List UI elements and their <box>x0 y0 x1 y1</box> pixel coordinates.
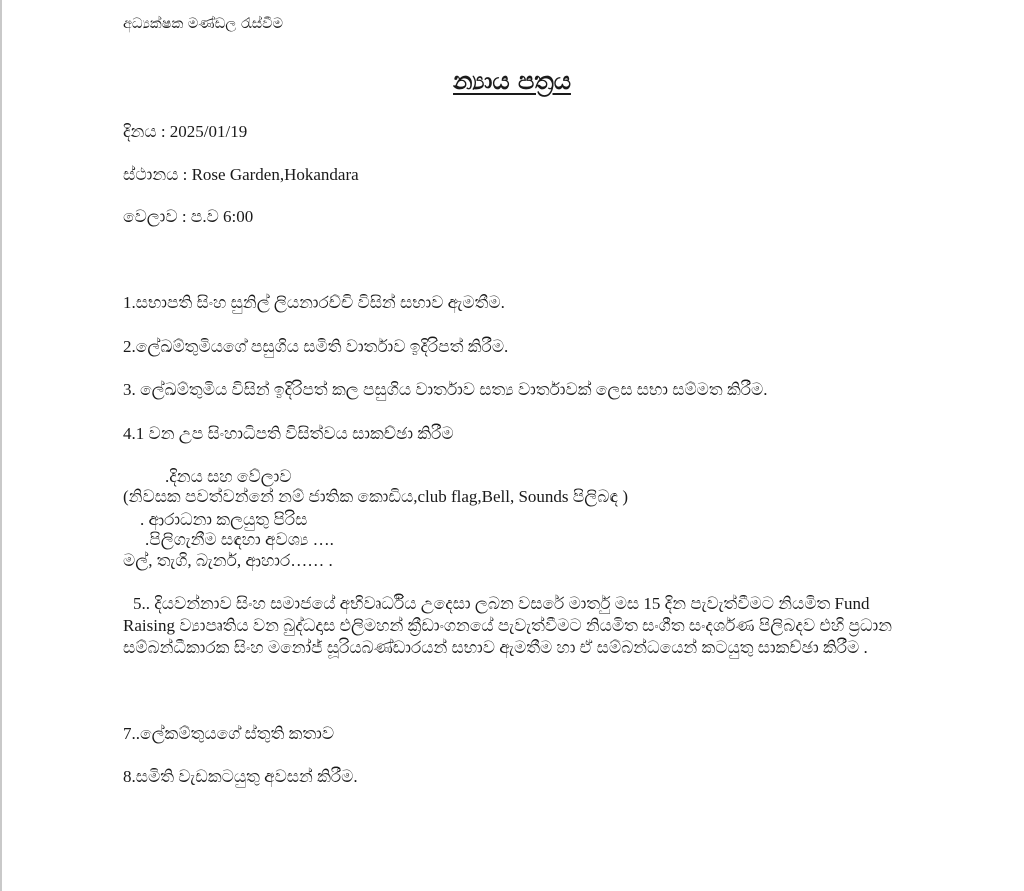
agenda-item-7: 7..ලේකම්තුයගේ ස්තුති කතාව <box>123 724 335 743</box>
agenda-item-1: 1.සභාපති සිංහ සුනිල් ලියනාරච්චි විසින් සභාව ඇමතීම. <box>123 293 505 312</box>
agenda-item-4-note: (නිවසක පවත්වන්නේ නම් ජාතික කොඩිය,club flag,Bell, Sounds පිලිබඳ ) <box>123 487 629 506</box>
agenda-item-4-invitees: . ආරාධනා කලයුතු පිරිස <box>140 510 308 529</box>
agenda-item-5: 5.. දියවන්නාව සිංහ සමාජයේ අභිවෘර්ධිය උදෙසා ලබන වසරේ මාර්තු මස 15 දින පැවැත්වීමට නියමිත Fund Raising ව්‍යාපෘතිය වන බුද්ධදාස එලිමහන් ක්‍රීඩාංගනයේ පැවැත්වීමට නියමිත සංගීත සංදර්ශණ පිලිබදව එහි ප්‍රධාන සම්බන්ධීකාරක සිංහ මනෝජ් සූරියබණ්ඩාරයන් සභාව ඇමතීම හා ඒ සම්බන්ධයෙන් කටයුතු සාකච්ඡා කිරීම . <box>123 594 893 657</box>
meeting-type-label: අධ්‍යක්ෂක මණ්ඩල රැස්වීම <box>123 16 283 32</box>
agenda-item-2: 2.ලේඛම්තුමියගේ පසුගිය සමිති වාර්තාව ඉදිරිපත් කිරීම. <box>123 337 509 356</box>
time-line: වෙලාව : ප.ව 6:00 <box>123 207 254 226</box>
document-title <box>0 66 1024 96</box>
agenda-item-4-items-list: මල්, තැගි, බැනර්, ආහාර…… . <box>123 551 333 570</box>
agenda-item-8: 8.සමිති වැඩකටයුතු අවසන් කිරීම. <box>123 767 358 786</box>
agenda-item-3: 3. ලේඛම්තුමිය විසින් ඉදිරිපත් කල පසුගිය වාර්තාව සත්‍ය වාර්තාවක් ලෙස සභා සම්මත කිරීම. <box>123 380 768 399</box>
date-line: දිනය : 2025/01/19 <box>123 122 248 141</box>
page-edge <box>0 0 2 891</box>
agenda-item-4-date-time: .දිනය සහ වේලාව <box>165 467 292 486</box>
agenda-item-4-requirements: .පිලිගැනීම සඳහා අවශ්‍ය …. <box>145 530 334 549</box>
agenda-item-4: 4.1 වන උප සිංහාධිපති විසිත්වය සාකච්ඡා කිරීම <box>123 424 454 443</box>
venue-line: ස්ථානය : Rose Garden,Hokandara <box>123 165 359 184</box>
document-title-text: න්‍යාය පත්‍රය <box>453 67 571 95</box>
